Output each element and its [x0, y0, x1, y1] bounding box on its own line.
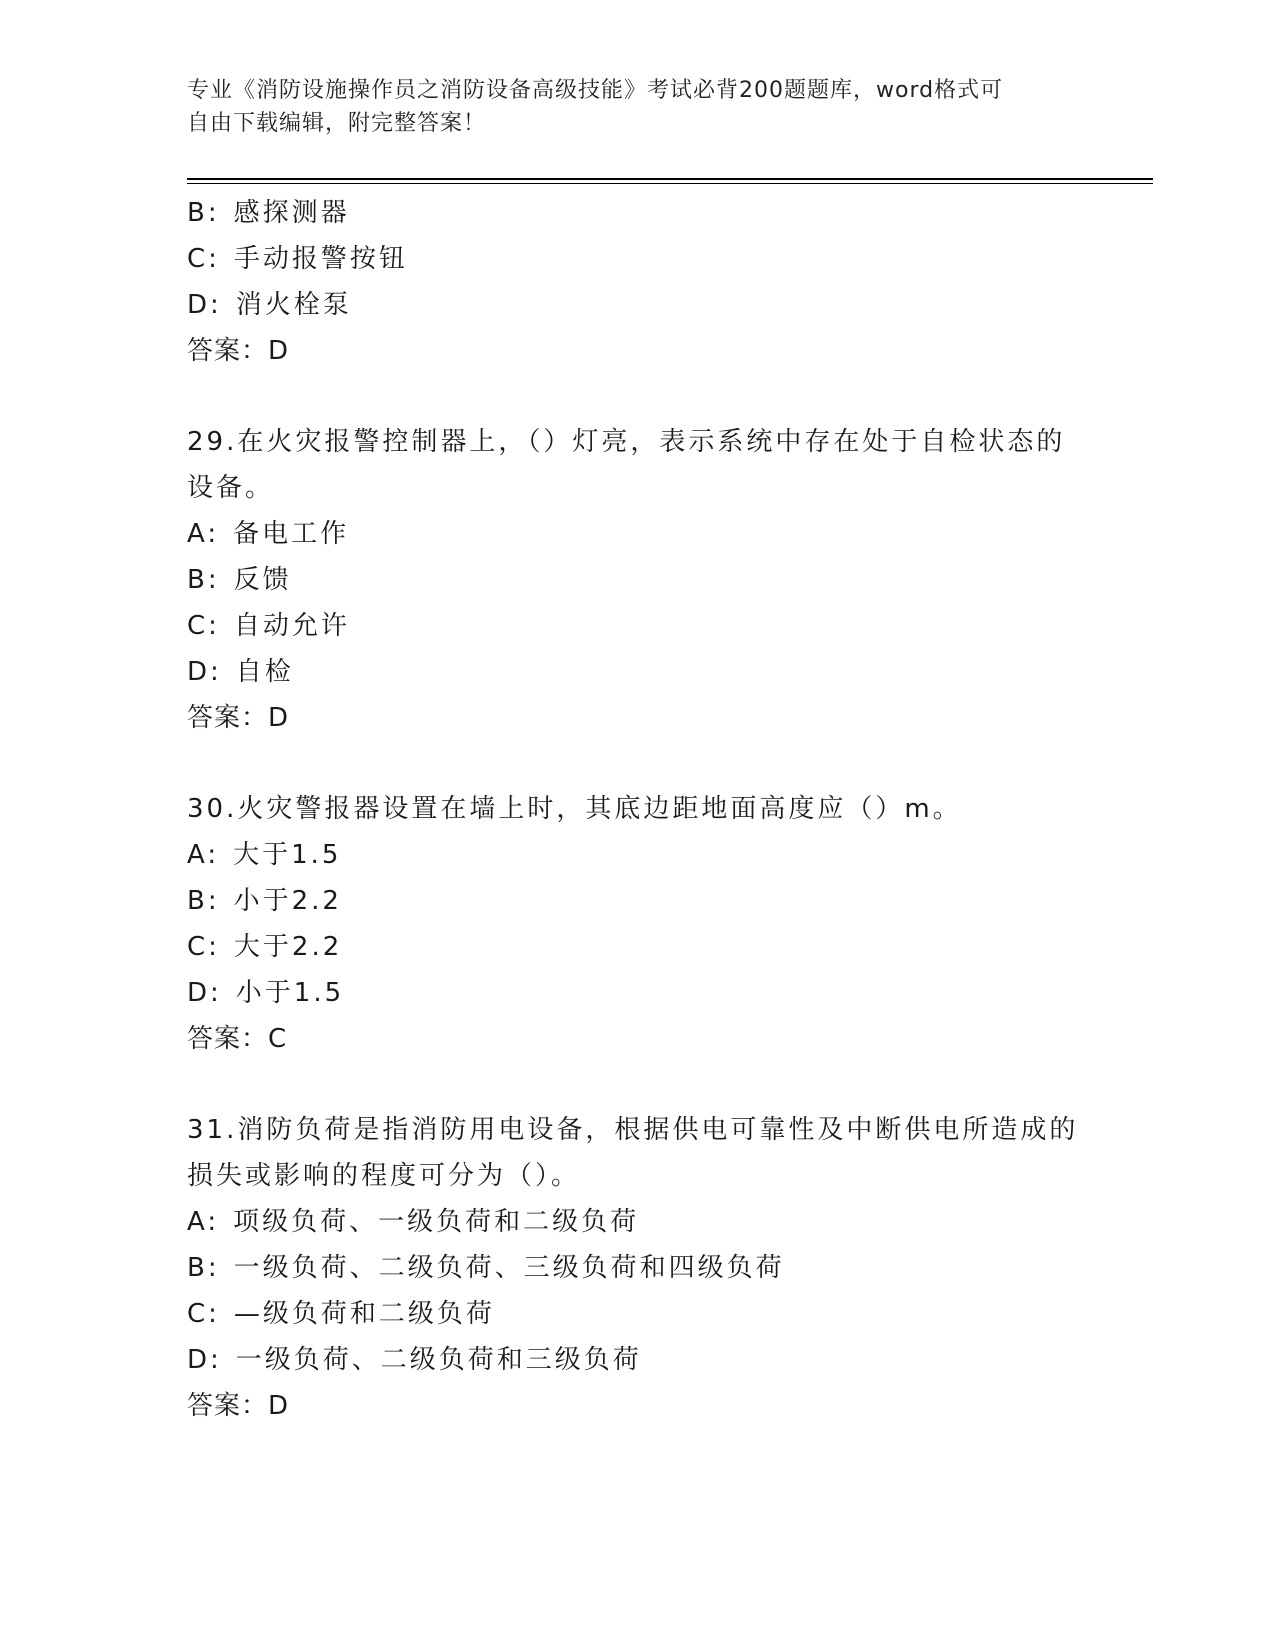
option-b: B: 感探测器	[187, 198, 350, 228]
question-list	[187, 190, 1087, 1429]
question-29	[187, 419, 1087, 741]
option-a: A: 备电工作	[187, 519, 350, 549]
question-31	[187, 1107, 1087, 1429]
option-d: D: 消火栓泵	[187, 290, 352, 320]
header-divider	[187, 178, 1153, 180]
question-stem-cont: 设备。	[187, 473, 275, 503]
option-b: B: 小于2.2	[187, 886, 342, 916]
question-stem: 30.火灾警报器设置在墙上时，其底边距地面高度应（）m。	[187, 794, 962, 824]
header-line-2: 自由下载编辑，附完整答案！	[187, 111, 487, 136]
question-stem: 29.在火灾报警控制器上，（）灯亮，表示系统中存在处于自检状态的	[187, 427, 1066, 457]
option-a: A: 项级负荷、一级负荷和二级负荷	[187, 1207, 640, 1237]
option-c: C: —级负荷和二级负荷	[187, 1299, 495, 1329]
partial-question	[187, 190, 1087, 374]
document-header	[187, 74, 1087, 140]
answer-line: 答案：C	[187, 1024, 288, 1054]
option-c: C: 大于2.2	[187, 932, 343, 962]
option-d: D: 自检	[187, 657, 294, 687]
option-d: D: 小于1.5	[187, 978, 345, 1008]
option-a: A: 大于1.5	[187, 840, 342, 870]
header-line-1: 专业《消防设施操作员之消防设备高级技能》考试必背200题题库，word格式可	[187, 78, 1004, 103]
question-stem-cont: 损失或影响的程度可分为（）。	[187, 1161, 581, 1191]
question-30	[187, 786, 1087, 1062]
answer-line: 答案：D	[187, 1391, 290, 1421]
answer-line: 答案：D	[187, 703, 290, 733]
option-c: C: 手动报警按钮	[187, 244, 408, 274]
header-divider-thin	[187, 183, 1153, 184]
option-b: B: 反馈	[187, 565, 292, 595]
question-stem: 31.消防负荷是指消防用电设备，根据供电可靠性及中断供电所造成的	[187, 1115, 1079, 1145]
option-c: C: 自动允许	[187, 611, 350, 641]
option-b: B: 一级负荷、二级负荷、三级负荷和四级负荷	[187, 1253, 785, 1283]
option-d: D: 一级负荷、二级负荷和三级负荷	[187, 1345, 642, 1375]
answer-line: 答案：D	[187, 336, 290, 366]
